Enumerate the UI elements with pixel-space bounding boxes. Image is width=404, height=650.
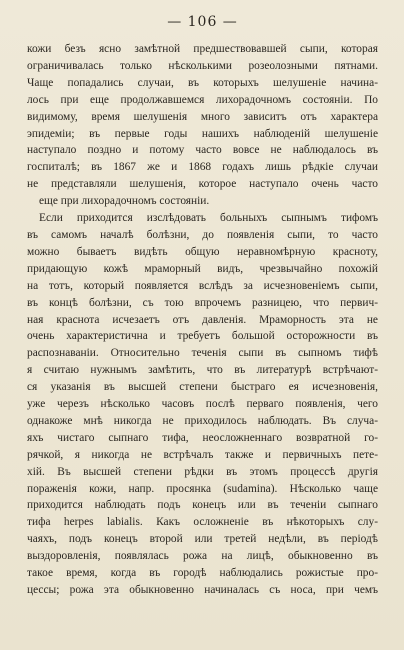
text-line: очень характеристична и требуетъ большой осторожности въ [27, 330, 378, 343]
text-line: можно бываетъ видѣть общую неравномѣрную красноту, [27, 245, 378, 258]
text-line: ограничивалась только нѣсколькими розеолозными пятнами. [27, 59, 378, 72]
text-line: однакоже мнѣ никогда не приходилось наблюдать. Въ случа- [27, 414, 378, 427]
text-line: я считаю нужнымъ замѣтить, что въ литературѣ встрѣчают- [27, 364, 378, 377]
text-line: госпиталѣ; въ 1867 же и 1868 годахъ лишь рѣдкіе случаи [27, 161, 378, 174]
text-line: ная краснота исчезаетъ отъ давленія. Мраморность эта не [27, 313, 378, 326]
text-line: наступало поздно и потому часто вовсе не наблюдалось въ [27, 144, 378, 157]
text-line: еще при лихорадочномъ состояніи. [39, 195, 210, 208]
text-line: выздоровленія, появлялась рожа на лицѣ, обыкновенно въ [27, 550, 378, 563]
text-line: на тотъ, который появляется вслѣдъ за исчезновеніемъ сыпи, [27, 279, 378, 292]
text-line: Чаще попадались случаи, въ которыхъ шелушеніе начина- [27, 76, 378, 89]
text-line: лось при еще продолжавшемся лихорадочномъ состояніи. По [27, 93, 378, 106]
page-number: — 106 — [167, 14, 238, 30]
text-line: эпидеміи; въ первые годы нашихъ наблюденій шелушеніе [27, 127, 378, 140]
text-line: не представляли шелушенія, которое наступало очень часто [27, 178, 378, 191]
text-line: въ самомъ началѣ болѣзни, до появленія сыпи, то часто [27, 228, 378, 241]
text-line: цессы; рожа эта обыкновенно начиналась съ носа, при чемъ [27, 584, 378, 596]
text-line: приходится наблюдать подъ конецъ или въ теченіи сыпнаго [27, 499, 378, 512]
text-line: пораженія кожи, напр. просянка (sudamina). Нѣсколько чаще [27, 482, 378, 495]
text-line: рячкой, я никогда не встрѣчалъ также и первичныхъ пете- [27, 448, 378, 461]
text-line: придающую кожѣ мраморный видъ, чрезвычайно похожій [27, 262, 378, 275]
text-line: видимому, время шелушенія много зависитъ отъ характера [27, 110, 378, 123]
text-line: хій. Въ высшей степени рѣдки въ этомъ процессѣ другія [27, 465, 378, 478]
text-line: ся указанія въ высшей степени быстраго ея исчезновенія, [27, 381, 378, 394]
text-line: тифа herpes labialis. Какъ осложненіе въ нѣкоторыхъ слу- [27, 516, 378, 529]
text-line: въ концѣ болѣзни, съ тою впрочемъ разницею, что первич- [27, 296, 378, 309]
text-line: такое время, когда въ городѣ наблюдались рожистые про- [27, 567, 378, 580]
text-line: Если приходится изслѣдовать больныхъ сыпнымъ тифомъ [39, 212, 378, 225]
text-line: уже черезъ нѣсколько часовъ послѣ перваго появленія, чего [27, 398, 378, 411]
text-line: яхъ чистаго сыпнаго тифа, неосложненнаго возвратной го- [27, 431, 378, 444]
text-line: распознаваніи. Относительно теченія сыпи въ сыпномъ тифѣ [27, 347, 378, 360]
body-text [27, 41, 378, 599]
text-line: чаяхъ, подъ конецъ второй или третей недѣли, въ періодѣ [27, 533, 378, 546]
text-line: кожи безъ ясно замѣтной предшествовавшей сыпи, которая [27, 43, 378, 55]
